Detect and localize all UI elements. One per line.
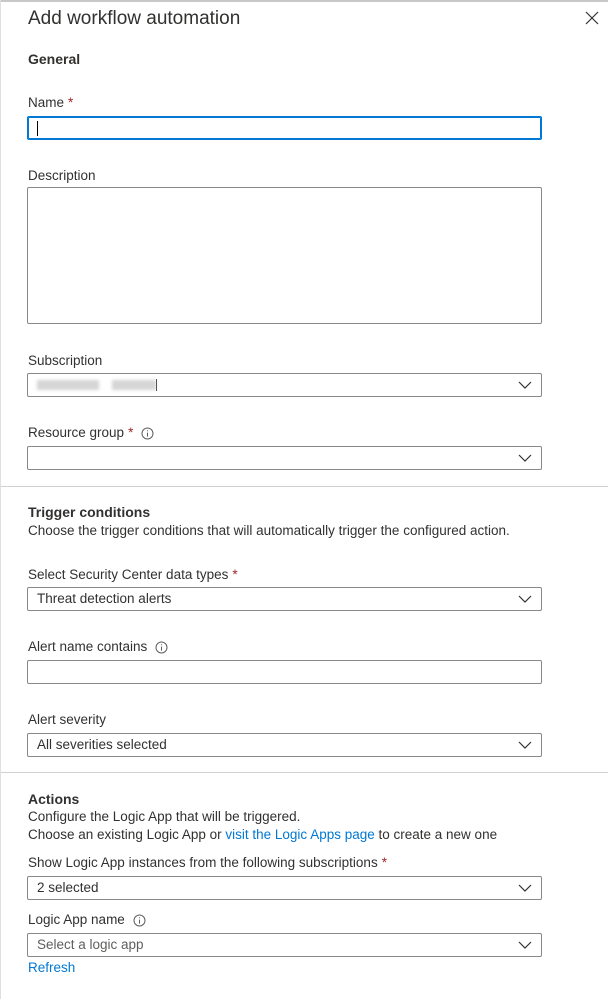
alert-name-label (28, 638, 168, 656)
subscription-dropdown[interactable] (27, 373, 542, 397)
logic-app-name-label-text: Logic App name (28, 912, 125, 927)
info-icon[interactable] (133, 914, 146, 927)
resource-group-label (28, 424, 154, 442)
alert-severity-dropdown[interactable] (27, 733, 542, 757)
panel-title: Add workflow automation (28, 8, 241, 29)
actions-instructions-suffix: to create a new one (374, 827, 498, 842)
trigger-heading: Trigger conditions (28, 504, 151, 520)
top-border (0, 0, 608, 2)
description-textarea[interactable] (27, 187, 542, 324)
general-heading: General (28, 51, 81, 67)
chevron-down-icon (518, 882, 532, 894)
data-types-value: Threat detection alerts (37, 591, 172, 606)
actions-heading: Actions (28, 791, 80, 807)
actions-instructions-prefix: Choose an existing Logic App or (28, 827, 226, 842)
actions-description: Configure the Logic App that will be triggered. (28, 809, 301, 824)
required-mark: * (232, 567, 238, 582)
chevron-down-icon (518, 939, 532, 951)
info-icon[interactable] (141, 427, 154, 440)
required-mark: * (68, 95, 74, 110)
name-label (28, 94, 73, 112)
description-label: Description (28, 168, 96, 183)
logic-app-name-placeholder: Select a logic app (37, 937, 144, 952)
subscriptions-label-text: Show Logic App instances from the following subscriptions (28, 855, 378, 870)
resource-group-dropdown[interactable] (27, 446, 542, 470)
alert-severity-label: Alert severity (28, 712, 107, 727)
logic-app-name-label (28, 911, 146, 929)
subscription-label: Subscription (28, 353, 103, 368)
alert-name-label-text: Alert name contains (28, 639, 148, 654)
text-caret (37, 121, 38, 136)
close-button[interactable] (582, 8, 602, 28)
subscriptions-value: 2 selected (37, 880, 99, 895)
refresh-link[interactable]: Refresh (28, 960, 76, 975)
close-icon (585, 11, 599, 25)
section-divider (1, 486, 608, 487)
subscriptions-dropdown[interactable] (27, 876, 542, 900)
panel-left-edge (0, 0, 1, 999)
data-types-label-text: Select Security Center data types (28, 567, 229, 582)
redaction-edge (156, 379, 157, 391)
alert-name-input[interactable] (27, 660, 542, 684)
section-divider (1, 772, 608, 773)
required-mark: * (128, 425, 134, 440)
chevron-down-icon (518, 739, 532, 751)
logic-app-name-dropdown[interactable] (27, 933, 542, 957)
logic-apps-page-link[interactable]: visit the Logic Apps page (225, 827, 375, 842)
data-types-label (28, 566, 238, 584)
required-mark: * (381, 855, 387, 870)
redacted-subscription-name (37, 380, 99, 390)
trigger-description: Choose the trigger conditions that will automatically trigger the configured action. (28, 523, 510, 538)
chevron-down-icon (518, 452, 532, 464)
subscriptions-label (28, 854, 387, 872)
alert-severity-value: All severities selected (37, 737, 167, 752)
name-input[interactable] (27, 116, 542, 140)
name-label-text: Name (28, 95, 65, 110)
chevron-down-icon (518, 379, 532, 391)
chevron-down-icon (518, 593, 532, 605)
info-icon[interactable] (155, 641, 168, 654)
data-types-dropdown[interactable] (27, 587, 542, 611)
redacted-subscription-id (112, 380, 156, 390)
actions-instructions (28, 826, 497, 844)
resource-group-label-text: Resource group (28, 425, 125, 440)
